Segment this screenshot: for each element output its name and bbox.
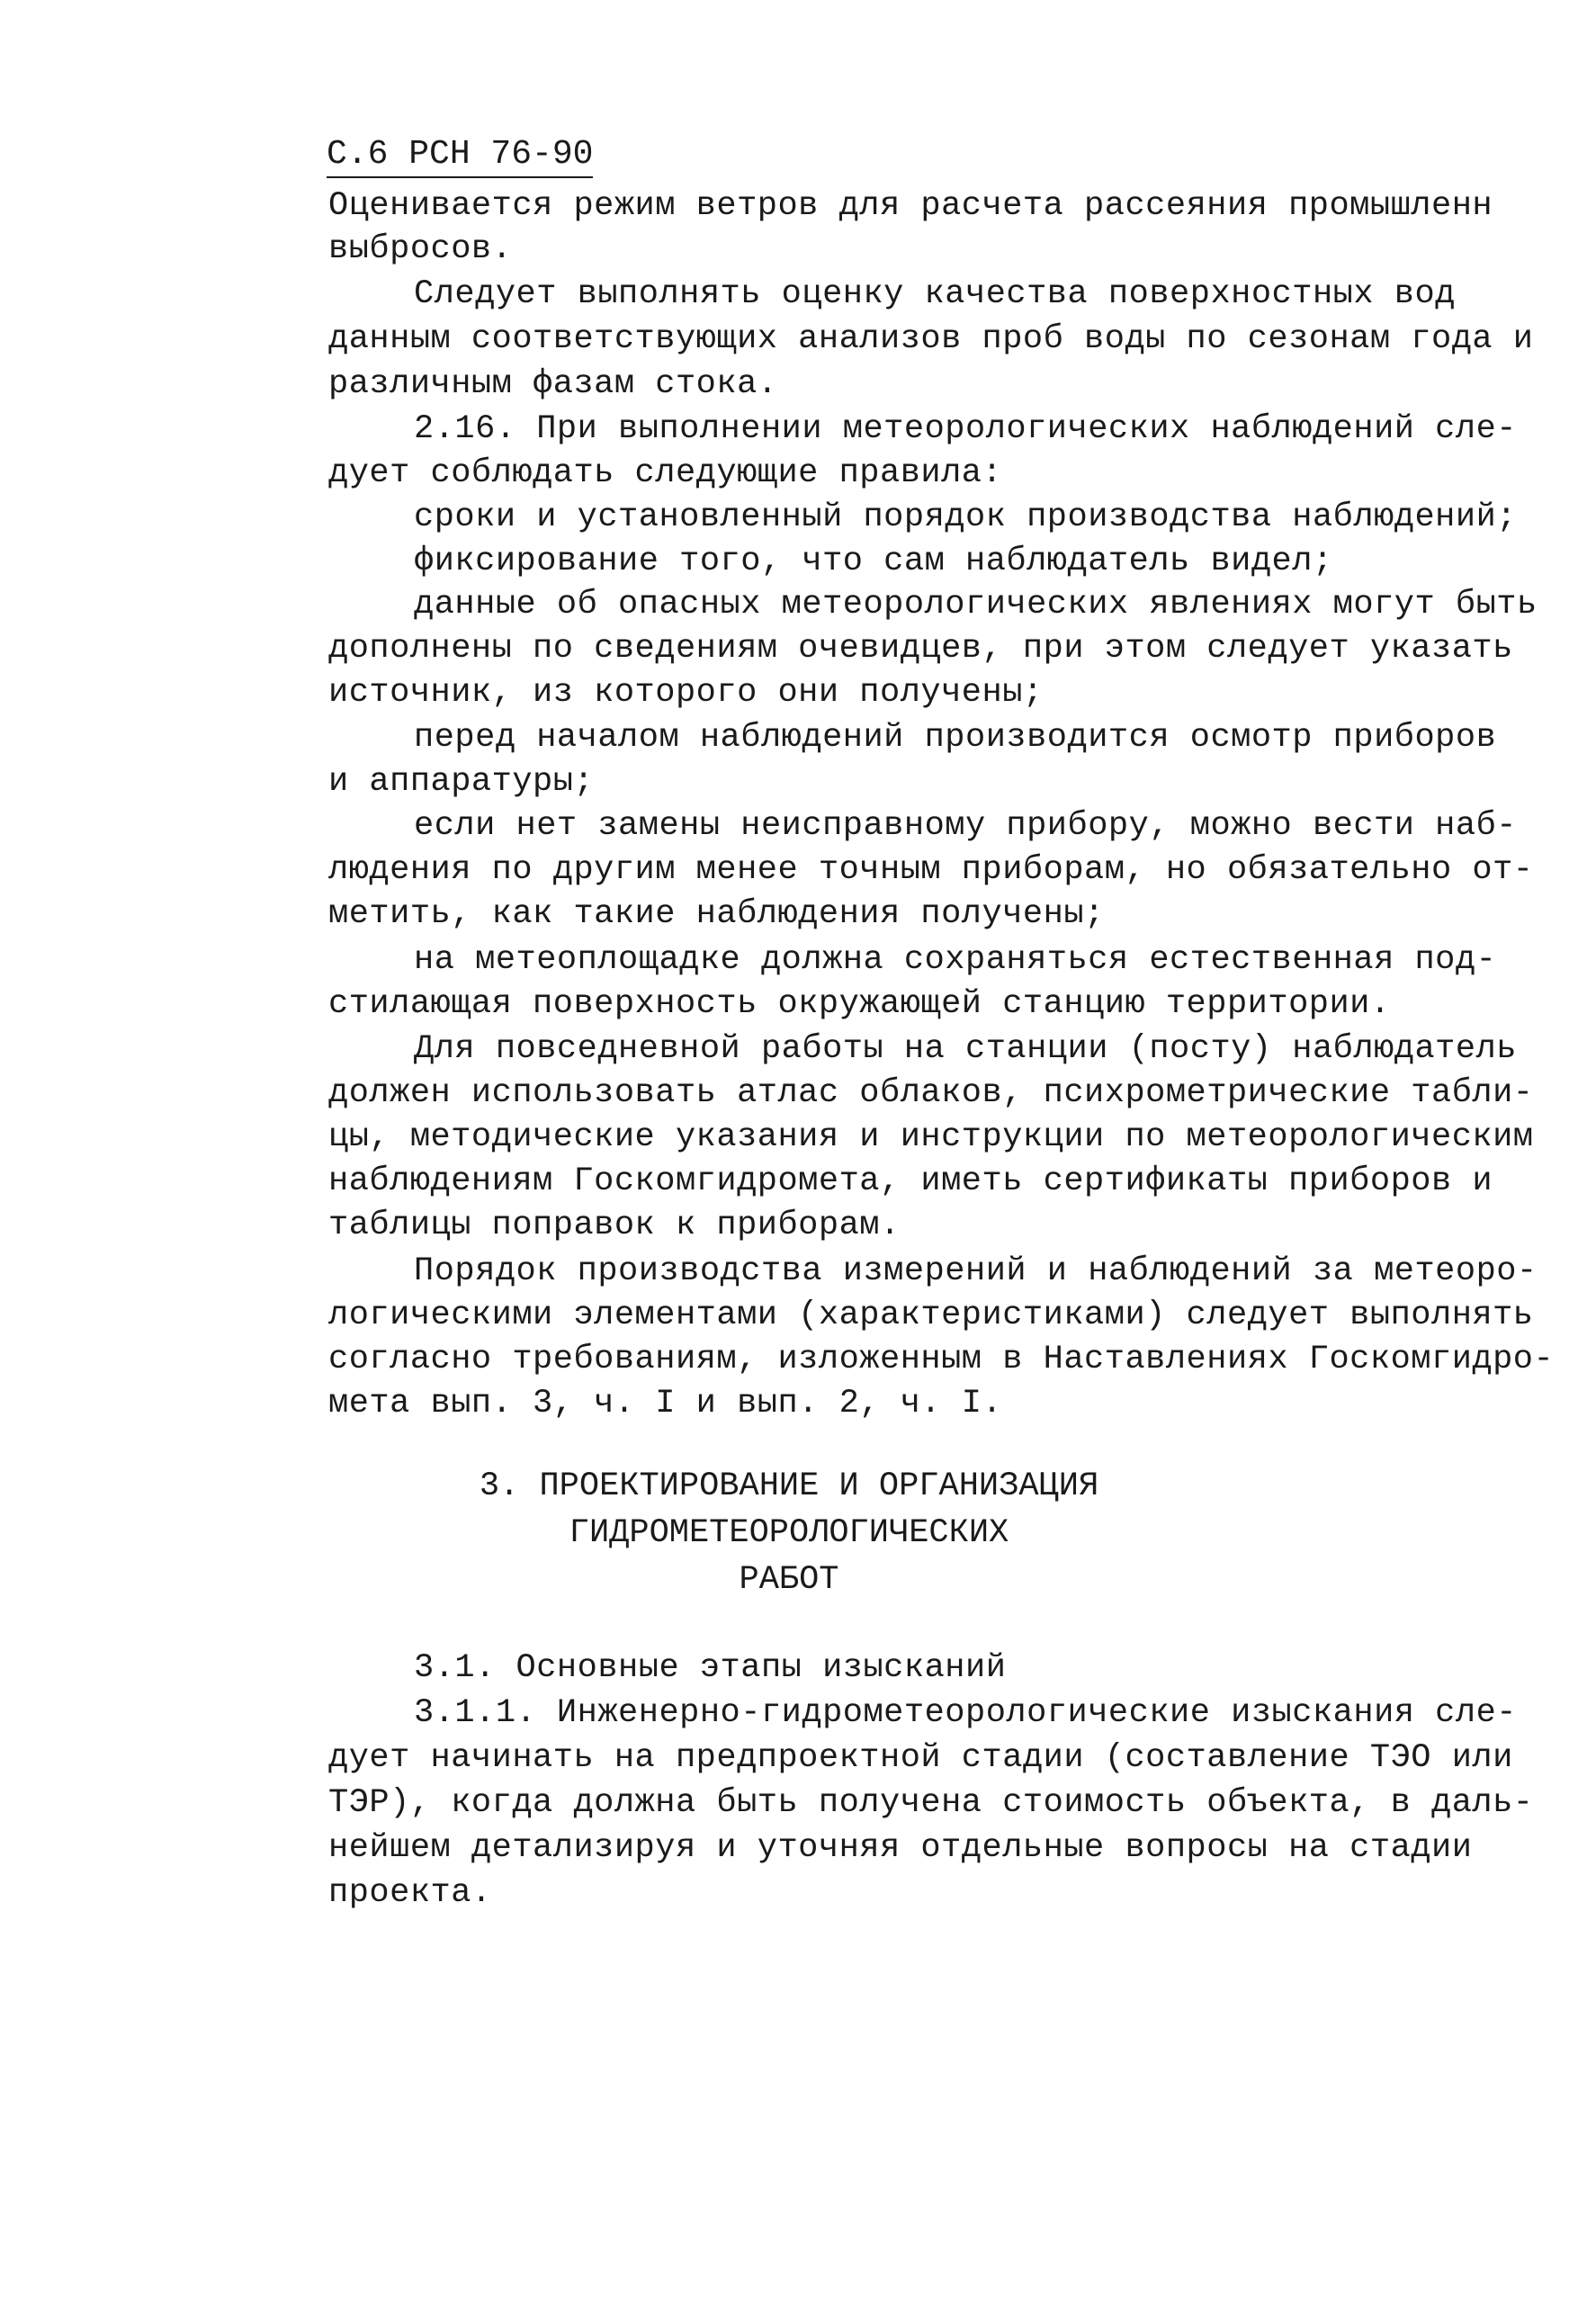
text-line: на метеоплощадке должна сохраняться естественная под- bbox=[414, 941, 1497, 979]
text-line: Порядок производства измерений и наблюдений за метеоро- bbox=[414, 1252, 1538, 1290]
text-line: людения по другим менее точным приборам, но обязательно от- bbox=[328, 851, 1534, 889]
text-line: фиксирование того, что сам наблюдатель видел; bbox=[414, 543, 1333, 580]
subsection-title: 3.1. Основные этапы изысканий bbox=[414, 1649, 1007, 1687]
text-line: проекта. bbox=[328, 1874, 492, 1912]
text-line: данные об опасных метеорологических явлениях могут быть bbox=[414, 586, 1538, 624]
section-heading-line: ГИДРОМЕТЕОРОЛОГИЧЕСКИХ bbox=[569, 1514, 1009, 1552]
text-line: нейшем детализируя и уточняя отдельные вопросы на стадии bbox=[328, 1829, 1473, 1867]
text-line: данным соответствующих анализов проб воды по сезонам года и bbox=[328, 320, 1534, 358]
text-line: различным фазам стока. bbox=[328, 365, 778, 403]
text-line: выбросов. bbox=[328, 230, 513, 268]
text-line: и аппаратуры; bbox=[328, 763, 595, 801]
section-heading-line: 3. ПРОЕКТИРОВАНИЕ И ОРГАНИЗАЦИЯ bbox=[479, 1467, 1099, 1505]
text-line: наблюдениям Госкомгидромета, иметь сертификаты приборов и bbox=[328, 1162, 1493, 1200]
text-line: мета вып. 3, ч. I и вып. 2, ч. I. bbox=[328, 1385, 1003, 1422]
text-line: 3.1.1. Инженерно-гидрометеорологические изыскания сле- bbox=[414, 1694, 1517, 1732]
text-line: стилающая поверхность окружающей станцию территории. bbox=[328, 985, 1391, 1023]
text-line: дует соблюдать следующие правила: bbox=[328, 454, 1003, 492]
text-line: дует начинать на предпроектной стадии (составление ТЭО или bbox=[328, 1739, 1513, 1777]
text-line: перед началом наблюдений производится осмотр приборов bbox=[414, 719, 1497, 757]
text-line: логическими элементами (характеристиками) следует выполнять bbox=[328, 1297, 1534, 1334]
text-line: если нет замены неисправному прибору, можно вести наб- bbox=[414, 807, 1517, 845]
text-line: Оценивается режим ветров для расчета рассеяния промышленн bbox=[328, 187, 1493, 225]
text-line: должен использовать атлас облаков, психрометрические табли- bbox=[328, 1074, 1534, 1112]
text-line: таблицы поправок к приборам. bbox=[328, 1207, 901, 1244]
text-line: согласно требованиям, изложенным в Наставлениях Госкомгидро- bbox=[328, 1341, 1555, 1378]
page-header: С.6 РСН 76-90 bbox=[327, 133, 593, 178]
text-line: Следует выполнять оценку качества поверхностных вод bbox=[414, 275, 1456, 313]
section-heading-line: РАБОТ bbox=[739, 1561, 839, 1599]
text-line: метить, как такие наблюдения получены; bbox=[328, 895, 1105, 933]
text-line: ТЭР), когда должна быть получена стоимость объекта, в даль- bbox=[328, 1784, 1534, 1822]
text-line: Для повседневной работы на станции (посту) наблюдатель bbox=[414, 1030, 1517, 1068]
text-line: цы, методические указания и инструкции по метеорологическим bbox=[328, 1118, 1534, 1156]
text-line: дополнены по сведениям очевидцев, при этом следует указать bbox=[328, 630, 1513, 668]
text-line: сроки и установленный порядок производства наблюдений; bbox=[414, 498, 1517, 536]
text-line: источник, из которого они получены; bbox=[328, 674, 1044, 712]
text-line: 2.16. При выполнении метеорологических наблюдений сле- bbox=[414, 410, 1517, 448]
